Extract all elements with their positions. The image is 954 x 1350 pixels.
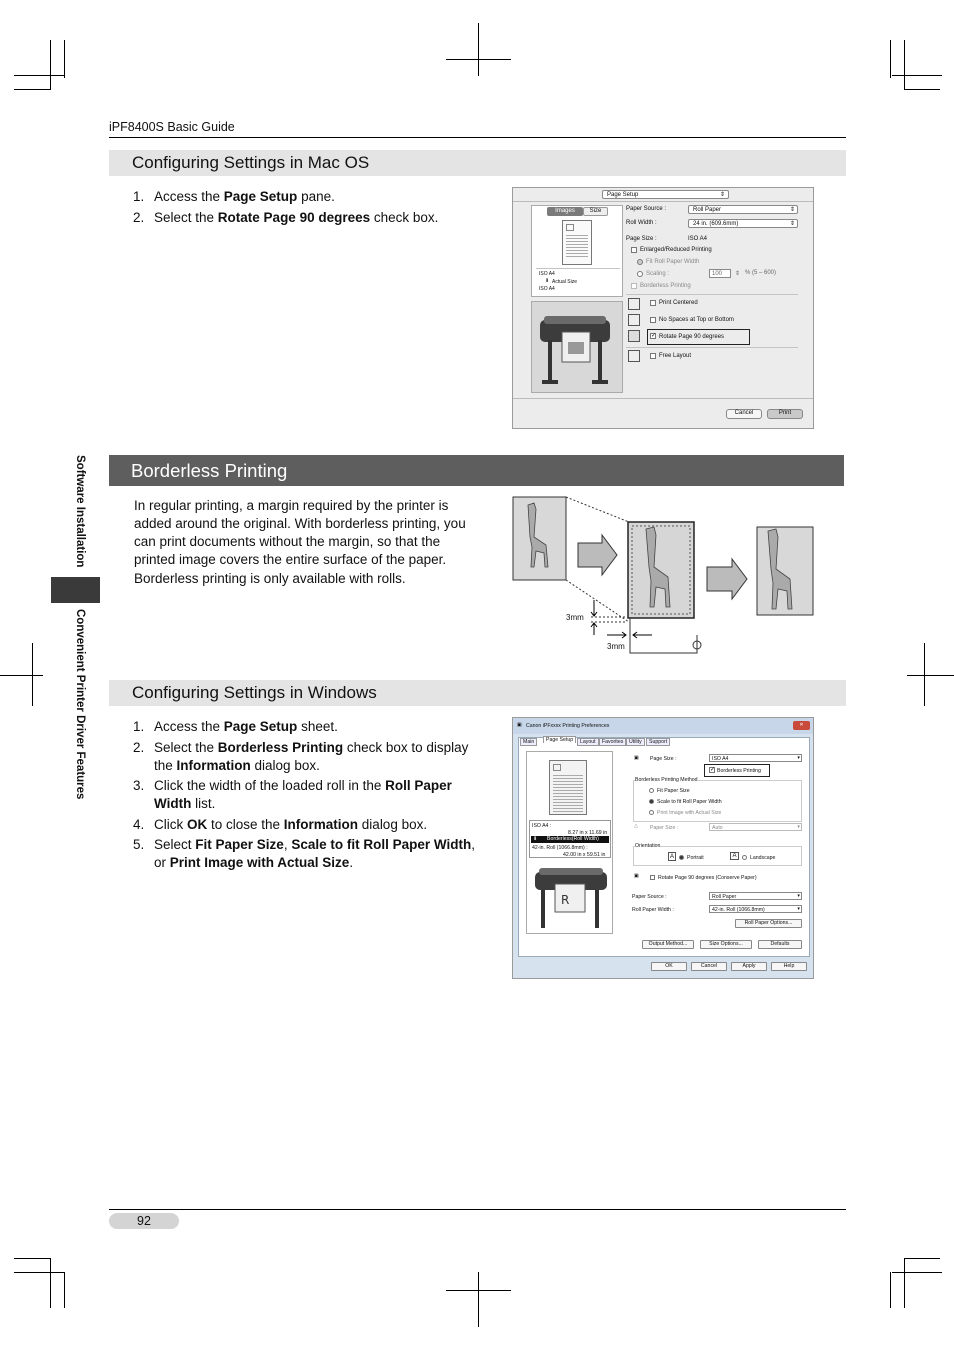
down-arrow-icon: ⬇	[533, 836, 538, 842]
roll-width-select[interactable]: 42-in. Roll (1066.8mm) ▾	[709, 905, 802, 913]
scaling-radio[interactable]	[637, 271, 643, 277]
header-rule	[109, 137, 846, 138]
orientation-group	[633, 846, 802, 866]
printer-image	[531, 301, 623, 393]
windows-section-heading: Configuring Settings in Windows	[132, 683, 377, 702]
page-size-icon: ▣	[634, 755, 639, 761]
footer-rule	[109, 1209, 846, 1210]
enlarged-reduced-checkbox[interactable]	[631, 247, 637, 253]
rotate-page-checkbox[interactable]	[650, 875, 655, 880]
actual-size-radio[interactable]	[649, 810, 654, 815]
printer-illustration	[532, 302, 624, 394]
margin-label-horizontal: 3mm	[607, 642, 625, 651]
tab-favorites[interactable]: Favorites	[599, 738, 626, 746]
free-layout-checkbox[interactable]	[650, 353, 656, 359]
scale-fit-radio[interactable]	[649, 799, 654, 804]
paper-thumbnail	[549, 760, 587, 815]
windows-step-2: 2. Select the Borderless Printing check box to display the Information dialog box.	[133, 739, 469, 773]
no-spaces-checkbox[interactable]	[650, 317, 656, 323]
borderless-diagram	[512, 495, 815, 655]
sidebar-label-driver-features: Convenient Printer Driver Features	[74, 609, 86, 800]
landscape-radio[interactable]	[742, 855, 747, 860]
tab-images[interactable]: Images	[547, 207, 583, 216]
guide-title: iPF8400S Basic Guide	[109, 120, 235, 134]
ok-button[interactable]: OK	[651, 962, 687, 971]
page-number: 92	[109, 1213, 179, 1229]
borderless-printing-checkbox[interactable]: ✓	[710, 767, 716, 773]
cancel-button[interactable]: Cancel	[691, 962, 727, 971]
chevron-down-icon: ▾	[797, 893, 800, 899]
paper-size-select[interactable]: Auto ▾	[709, 823, 802, 831]
defaults-button[interactable]: Defaults	[758, 940, 802, 949]
roll-paper-options-button[interactable]: Roll Paper Options...	[735, 919, 802, 928]
mac-section-heading-band	[109, 150, 846, 176]
select-arrows-icon: ⇕	[719, 192, 725, 198]
no-spaces-icon	[628, 314, 640, 326]
paper-thumbnail	[562, 220, 592, 265]
window-titlebar: ▣ Canon iPFxxxx Printing Preferences ✕	[513, 718, 814, 734]
borderless-row: ⬇ Borderless(Roll Width)	[531, 836, 609, 843]
mac-step-1: 1. Access the Page Setup pane.	[133, 189, 335, 204]
borderless-checkbox[interactable]	[631, 283, 637, 289]
paper-size-icon: △	[634, 823, 638, 829]
borderless-note: Borderless printing is only available with rolls.	[134, 571, 406, 586]
windows-steps-list	[133, 718, 483, 875]
preview-area	[526, 751, 613, 934]
fit-roll-radio[interactable]	[637, 259, 643, 265]
print-centered-checkbox[interactable]	[650, 300, 656, 306]
borderless-paragraph: In regular printing, a margin required by the printer is added around the original. With borderless printing, you can print documents without the margin, so that the printed image covers the entire surface of the paper.	[134, 498, 466, 567]
chevron-down-icon: ▾	[797, 824, 800, 830]
windows-section-heading-band	[109, 680, 846, 706]
printer-illustration	[531, 864, 611, 932]
printer-icon: ▣	[517, 722, 522, 728]
borderless-heading: Borderless Printing	[131, 460, 288, 481]
mac-step-2: 2. Select the Rotate Page 90 degrees check box.	[133, 209, 439, 225]
rotate-icon: ▣	[634, 873, 639, 879]
free-layout-icon	[628, 350, 640, 362]
help-button[interactable]: Help	[771, 962, 807, 971]
mac-page-setup-screenshot: Page Setup ⇕ Images Size ISO A4 ⬇ Actual Size ISO A4 Paper Source : Roll Paper ⇕ Roll Width : 24 in. (609.6mm) ⇕ Page Size : ISO A4 Enlarged/Reduced Printing Fit Roll Paper Width Scaling : 100 ⇕ % (5 – 600) Borderless Printing Print Centered No Spaces at Top or Bottom ✓ Rotate Page 90 degrees Free Layout Cancel Print	[512, 187, 814, 429]
close-icon[interactable]: ✕	[793, 721, 810, 730]
preview-info-box: ISO A4 : 8.27 in x 11.69 in ⬇ Borderless(Roll Width) 42-in. Roll (1066.8mm) : 42.00 in x 59.51 in	[529, 820, 611, 858]
portrait-icon: A	[669, 854, 674, 860]
size-options-button[interactable]: Size Options...	[700, 940, 752, 949]
landscape-icon: A	[730, 852, 739, 860]
sidebar-tab-marker	[51, 577, 100, 603]
borderless-heading-band	[109, 455, 844, 486]
tab-layout[interactable]: Layout	[577, 738, 599, 746]
tab-size[interactable]: Size	[583, 207, 608, 216]
chevron-down-icon: ▾	[797, 755, 800, 761]
tab-utility[interactable]: Utility	[626, 738, 645, 746]
windows-step-4: 4. Click OK to close the Information dialog box.	[133, 816, 428, 832]
sidebar-label-installation: Software Installation	[74, 455, 86, 568]
select-arrows-icon: ⇕	[789, 221, 795, 227]
tab-main[interactable]: Main	[520, 738, 537, 746]
rotate-page-checkbox[interactable]: ✓	[651, 333, 657, 339]
tab-page-setup[interactable]: Page Setup	[543, 736, 576, 743]
roll-width-select[interactable]: 24 in. (609.6mm) ⇕	[688, 219, 798, 228]
windows-step-3: 3. Click the width of the loaded roll in the Roll Paper Width list.	[133, 778, 452, 811]
rotate-page-icon	[628, 330, 640, 342]
paper-source-select[interactable]: Roll Paper ▾	[709, 892, 802, 900]
windows-step-1: 1. Access the Page Setup sheet.	[133, 719, 338, 734]
down-arrow-icon: ⬇	[545, 278, 550, 284]
scaling-stepper[interactable]: ⇕	[735, 271, 741, 277]
svg-text:R: R	[561, 893, 570, 907]
output-method-button[interactable]: Output Method...	[642, 940, 694, 949]
windows-step-5: 5. Select Fit Paper Size, Scale to fit Roll Paper Width, or Print Image with Actual Size.	[133, 837, 475, 870]
page-setup-select[interactable]: Page Setup ⇕	[602, 190, 729, 199]
mac-cancel-button[interactable]: Cancel	[726, 409, 762, 419]
print-centered-icon	[628, 298, 640, 310]
mac-print-button[interactable]: Print	[767, 409, 803, 419]
select-arrows-icon: ⇕	[789, 207, 795, 213]
margin-label-vertical: 3mm	[566, 613, 584, 622]
tab-support[interactable]: Support	[646, 738, 670, 746]
page-size-select[interactable]: ISO A4 ▾	[709, 754, 802, 762]
scaling-input[interactable]: 100	[709, 269, 731, 278]
paper-source-select[interactable]: Roll Paper ⇕	[688, 205, 798, 214]
apply-button[interactable]: Apply	[731, 962, 767, 971]
borderless-illustration	[512, 495, 815, 655]
fit-paper-radio[interactable]	[649, 788, 654, 793]
mac-section-heading: Configuring Settings in Mac OS	[132, 153, 370, 172]
portrait-radio[interactable]	[679, 855, 684, 860]
windows-preferences-screenshot: ▣ Canon iPFxxxx Printing Preferences ✕ Main Page Setup Layout Favorites Utility Support ISO A4 : 8.27 in x 11.69 in ⬇ Borderless(Roll Width) 42-in. Roll (1066.8mm) : 42.00 in x 59.51 in R ▣ Page Size : ISO A4 ▾ ✓ Borderless Printing Borderless Printing Method Fit Paper Size Scale to fit Roll Paper Width Print Image with Actual Size △ Paper Size : Auto ▾ Orientation A Portrait A Landscape ▣ Rotate Page 90 degrees (Conserve Paper) Paper Source : Roll Paper ▾ Roll Paper Width : 42-in. Roll (1066.8mm) ▾ Roll Paper Options... Output Method... Size Options... Defaults OK Cancel Apply Help	[512, 717, 814, 979]
chevron-down-icon: ▾	[797, 906, 800, 912]
preview-panel: Images Size ISO A4 ⬇ Actual Size ISO A4	[531, 205, 623, 297]
mac-steps-list	[133, 188, 438, 229]
